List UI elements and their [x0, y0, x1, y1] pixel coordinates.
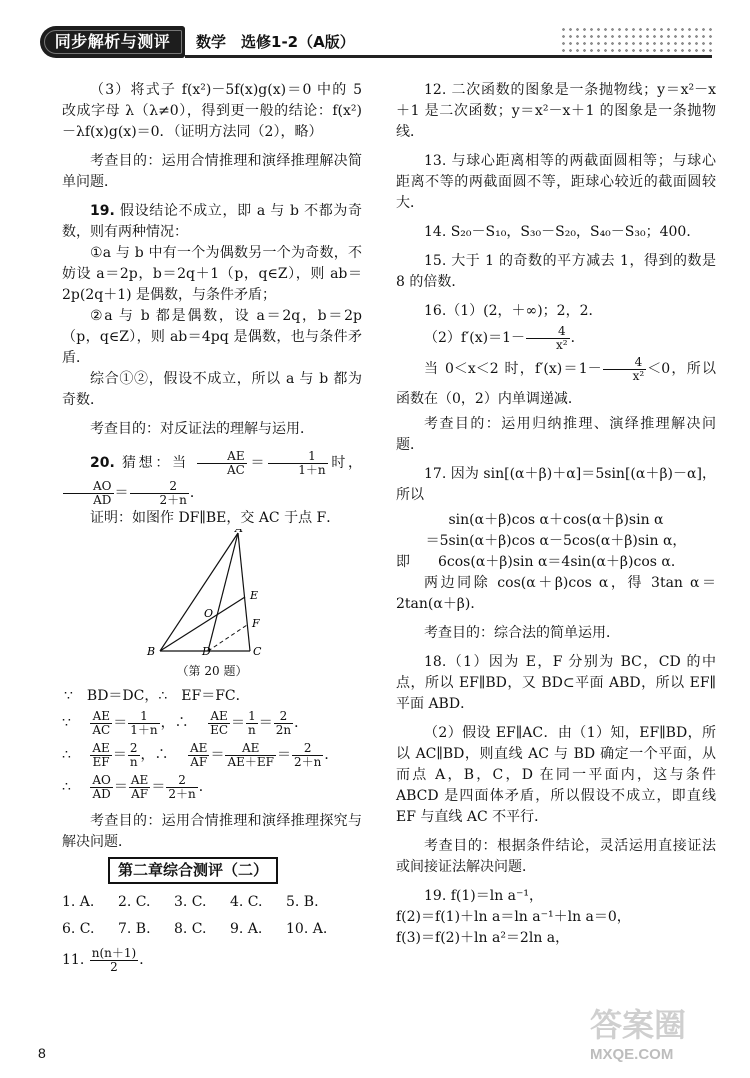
q18-part2: （2）假设 EF∥AC．由（1）知，EF∥BD，所以 AC∥BD，则直线 AC 与 BD 确定一个平面，从而点 A，B，C，D 在同一平面内，这与条件 ABCD 是四面体矛盾，所以假设不成立，即直线 EF 与直线 AC 不平行．: [396, 725, 716, 825]
q20-conjecture: 20. 猜想：当 $\frac{AE}{AC}$ ＝ $\frac{1}{1+n}$ 时， $\frac{AO}{AD}$ ＝ $\frac{2}{2+n}$ ．: [62, 448, 362, 508]
q19-conclusion: 综合①②，假设不成立，所以 a 与 b 都为奇数．: [62, 371, 362, 408]
q20-proof: 证明：如图作 DF∥BE，交 AC 于点 F．: [90, 510, 341, 526]
page-number: 8: [38, 1045, 46, 1061]
answer-item: 2. C.: [118, 894, 151, 910]
left-column: [62, 80, 362, 976]
answer-item: 4. C.: [230, 894, 263, 910]
q17-aim: 考查目的：综合法的简单运用．: [424, 625, 620, 641]
answer-11: 11. $\frac{n(n+1)}{2}$ ．: [62, 945, 154, 974]
proof-step1: ∵ BD＝DC，∴ EF＝FC．: [64, 688, 250, 704]
q19-line3: f(3)＝f(2)＋ln a²＝2ln a，: [396, 930, 570, 946]
header-dot-pattern: [560, 26, 712, 54]
book-badge: 同步解析与测评: [40, 26, 185, 58]
triangle-figure: [142, 529, 292, 659]
answer-item: 3. C.: [174, 894, 207, 910]
watermark-logo: 答案圈: [590, 1006, 687, 1044]
triangle-diagram: [142, 529, 292, 659]
q15: 15. 大于 1 的奇数的平方减去 1，得到的数是 8 的倍数．: [396, 253, 716, 290]
header-title: 数学 选修1-2（A版）: [196, 33, 355, 51]
q18-aim: 考查目的：运用合情推理和演绎推理解决简单问题．: [62, 153, 362, 190]
section-heading: 第二章综合测评（二）: [108, 857, 278, 884]
answer-item: 9. A.: [230, 921, 263, 937]
q19-aim: 考查目的：对反证法的理解与运用．: [90, 421, 314, 437]
q18-aim-right: 考查目的：根据条件结论，灵活运用直接证法或间接证法解决问题．: [396, 838, 716, 875]
q14: 14. S₂₀－S₁₀，S₃₀－S₂₀，S₄₀－S₃₀；400．: [424, 224, 701, 240]
label-B: B: [147, 645, 156, 658]
q18-part3: （3）将式子 f(x²)－5f(x)g(x)＝0 中的 5 改成字母 λ（λ≠0），得到更一般的结论：f(x²)－λf(x)g(x)＝0．（证明方法同（2），略）: [62, 82, 362, 140]
q16-part3: 当 0＜x＜2 时，f′(x)＝1－ $\frac{4}{\text{x²}}$ ＜0，所以函数在（0，2）内单调递减．: [396, 354, 716, 407]
q20-aim: 考查目的：运用合情推理和演绎推理探究与解决问题．: [62, 813, 362, 850]
label-E: E: [250, 589, 259, 602]
q16-part1: 16.（1）(2，＋∞)；2，2．: [424, 303, 603, 319]
q12: 12. 二次函数的图象是一条抛物线；y＝x²－x＋1 是二次函数；y＝x²－x＋1 的图象是一条抛物线．: [396, 82, 716, 140]
right-column: [396, 80, 716, 949]
answer-item: 1. A.: [62, 894, 95, 910]
q19-line2: f(2)＝f(1)＋ln a＝ln a⁻¹＋ln a＝0，: [396, 909, 631, 925]
answer-item: 5. B.: [286, 894, 319, 910]
q19-line1: 19. f(1)＝ln a⁻¹，: [424, 888, 544, 904]
q13: 13. 与球心距离相等的两截面圆相等；与球心距离不等的两截面圆不等，距球心较近的截面圆较大．: [396, 153, 716, 211]
q17-eq4: 两边同除 cos(α＋β)cos α，得 3tan α＝2tan(α＋β)．: [396, 575, 716, 612]
answer-item: 8. C.: [174, 921, 207, 937]
label-O: O: [204, 607, 214, 620]
proof-step3: ∴ $\frac{AE}{EF}$ ＝ $\frac{2}{n}$ ，∴ $\frac{AE}{AF}$ ＝ $\frac{AE}{AE+EF}$ ＝ $\frac{2}{2+n}$ ．: [62, 740, 339, 769]
label-F: F: [252, 617, 260, 630]
answer-grid: [62, 892, 362, 940]
answer-item: 6. C.: [62, 921, 95, 937]
q17-intro: 17. 因为 sin[(α＋β)＋α]＝5sin[(α＋β)－α]，所以: [396, 466, 716, 503]
watermark-url: MXQE.COM: [590, 1046, 674, 1063]
q17-eq3: 即 6cos(α＋β)sin α＝4sin(α＋β)cos α．: [396, 554, 685, 570]
proof-step2: ∵ $\frac{AE}{AC}$ ＝ $\frac{1}{1+n}$ ，∴ $\frac{AE}{EC}$ ＝ $\frac{1}{n}$ ＝ $\frac{2}{2n}$ ．: [62, 708, 309, 737]
answer-item: 10. A.: [286, 921, 328, 937]
q19-case1: ①a 与 b 中有一个为偶数另一个为奇数，不妨设 a＝2p，b＝2q＋1（p，q∈Z），则 ab＝2p(2q＋1) 是偶数，与条件矛盾；: [62, 245, 362, 303]
label-D: D: [202, 645, 211, 658]
q17-eq2: ＝5sin(α＋β)cos α－5cos(α＋β)sin α，: [425, 533, 687, 549]
answer-item: 7. B.: [118, 921, 151, 937]
q16-part2: （2）f′(x)＝1－ $\frac{4}{\text{x²}}$ ．: [424, 323, 585, 352]
figure-caption: （第 20 题）: [176, 664, 248, 678]
q19-intro: 19. 假设结论不成立，即 a 与 b 不都为奇数，则有两种情况：: [62, 203, 363, 240]
watermark: [590, 1000, 715, 1063]
page-header: [40, 22, 712, 62]
header-rule: [185, 55, 712, 58]
label-A: [234, 529, 243, 535]
q19-case2: ②a 与 b 都是偶数，设 a＝2q，b＝2p（p，q∈Z），则 ab＝4pq 是偶数，也与条件矛盾．: [62, 308, 362, 366]
proof-step4: ∴ $\frac{AO}{AD}$ ＝ $\frac{AE}{AF}$ ＝ $\frac{2}{2+n}$ ．: [62, 772, 213, 801]
q16-aim: 考查目的：运用归纳推理、演绎推理解决问题．: [396, 416, 716, 453]
label-C: C: [253, 645, 262, 658]
q17-eq1: sin(α＋β)cos α＋cos(α＋β)sin α: [448, 512, 664, 528]
q18-part1: 18.（1）因为 E，F 分别为 BC，CD 的中点，所以 EF∥BD，又 BD⊂平面 ABD，所以 EF∥平面 ABD．: [396, 654, 716, 712]
